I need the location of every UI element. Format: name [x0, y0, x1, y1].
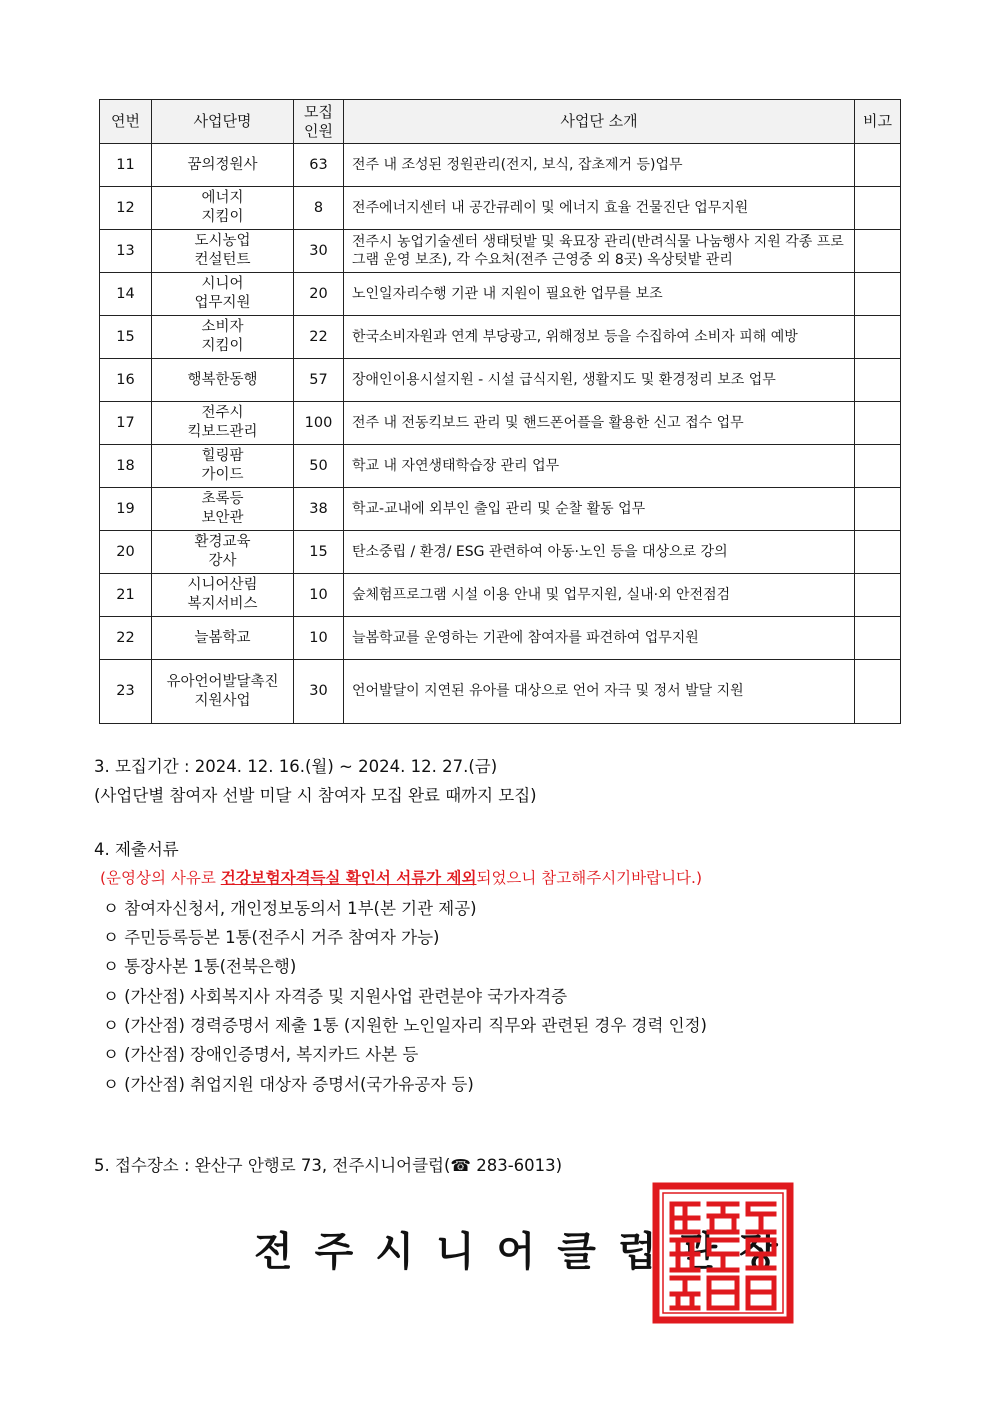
row-intro: 노인일자리수행 기관 내 지원이 필요한 업무를 보조 [344, 273, 855, 316]
row-count: 20 [294, 273, 344, 316]
row-no: 20 [100, 531, 152, 574]
row-note [855, 445, 901, 488]
row-name: 힐링팜 가이드 [152, 445, 294, 488]
table-row [100, 144, 901, 187]
period-line: 3. 모집기간 : 2024. 12. 16.(월) ~ 2024. 12. 27.(금) [94, 757, 498, 776]
row-intro: 언어발달이 지연된 유아를 대상으로 언어 자극 및 정서 발달 지원 [344, 660, 855, 724]
row-no: 15 [100, 316, 152, 359]
row-note [855, 273, 901, 316]
row-no: 13 [100, 230, 152, 273]
document-item: ㅇ (가산점) 장애인증명서, 복지카드 사본 등 [103, 1045, 419, 1064]
row-name: 도시농업 컨설턴트 [152, 230, 294, 273]
place-line: 5. 접수장소 : 완산구 안행로 73, 전주시니어클럽(☎ 283-6013) [94, 1156, 563, 1175]
row-count: 22 [294, 316, 344, 359]
document-item: ㅇ (가산점) 경력증명서 제출 1통 (지원한 노인일자리 직무와 관련된 경우 경력 인정) [103, 1016, 707, 1035]
row-no: 17 [100, 402, 152, 445]
row-name: 초록등 보안관 [152, 488, 294, 531]
document-item: ㅇ 주민등록등본 1통(전주시 거주 참여자 가능) [103, 928, 440, 947]
row-note [855, 402, 901, 445]
row-count: 38 [294, 488, 344, 531]
row-intro: 전주 내 전동킥보드 관리 및 핸드폰어플을 활용한 신고 접수 업무 [344, 402, 855, 445]
document-item: ㅇ (가산점) 취업지원 대상자 증명서(국가유공자 등) [103, 1075, 474, 1094]
row-intro: 장애인이용시설지원 - 시설 급식지원, 생활지도 및 환경정리 보조 업무 [344, 359, 855, 402]
row-name: 전주시 킥보드관리 [152, 402, 294, 445]
row-name: 시니어산림 복지서비스 [152, 574, 294, 617]
row-note [855, 144, 901, 187]
table-row [100, 273, 901, 316]
row-no: 21 [100, 574, 152, 617]
signature-title: 전주시니어클럽관장 [254, 1229, 800, 1275]
header-intro: 사업단 소개 [344, 100, 855, 144]
row-name: 늘봄학교 [152, 617, 294, 660]
row-count: 10 [294, 574, 344, 617]
table-row [100, 402, 901, 445]
row-intro: 전주시 농업기술센터 생태텃밭 및 육묘장 관리(반려식물 나눔행사 지원 각종 프로그램 운영 보조), 각 수요처(전주 근영중 외 8곳) 옥상텃밭 관리 [344, 230, 855, 273]
table-row [100, 187, 901, 230]
row-count: 50 [294, 445, 344, 488]
documents-heading: 4. 제출서류 [94, 840, 179, 859]
row-note [855, 531, 901, 574]
row-note [855, 230, 901, 273]
row-note [855, 574, 901, 617]
period-note: (사업단별 참여자 선발 미달 시 참여자 모집 완료 때까지 모집) [94, 786, 537, 805]
notice-pre: (운영상의 사유로 [100, 869, 221, 887]
row-name: 소비자 지킴이 [152, 316, 294, 359]
row-name: 유아언어발달촉진 지원사업 [152, 660, 294, 724]
row-count: 10 [294, 617, 344, 660]
table-row [100, 574, 901, 617]
table-row [100, 359, 901, 402]
row-intro: 전주 내 조성된 정원관리(전지, 보식, 잡초제거 등)업무 [344, 144, 855, 187]
row-intro: 탄소중립 / 환경/ ESG 관련하여 아동·노인 등을 대상으로 강의 [344, 531, 855, 574]
row-count: 30 [294, 230, 344, 273]
row-note [855, 488, 901, 531]
row-no: 11 [100, 144, 152, 187]
table-row [100, 488, 901, 531]
row-no: 22 [100, 617, 152, 660]
row-name: 시니어 업무지원 [152, 273, 294, 316]
header-no: 연번 [100, 100, 152, 144]
row-no: 19 [100, 488, 152, 531]
notice-post: 되었으니 참고해주시기바랍니다.) [476, 869, 703, 887]
row-count: 100 [294, 402, 344, 445]
row-name: 환경교육 강사 [152, 531, 294, 574]
row-count: 8 [294, 187, 344, 230]
row-intro: 전주에너지센터 내 공간큐레이 및 에너지 효율 건물진단 업무지원 [344, 187, 855, 230]
table-row [100, 445, 901, 488]
row-no: 18 [100, 445, 152, 488]
row-note [855, 660, 901, 724]
row-name: 에너지 지킴이 [152, 187, 294, 230]
recruitment-table [99, 99, 901, 724]
row-name: 행복한동행 [152, 359, 294, 402]
header-note: 비고 [855, 100, 901, 144]
row-name: 꿈의정원사 [152, 144, 294, 187]
notice-bold: 건강보험자격득실 확인서 서류가 제외 [220, 869, 477, 887]
table-row [100, 316, 901, 359]
document-item: ㅇ (가산점) 사회복지사 자격증 및 지원사업 관련분야 국가자격증 [103, 987, 568, 1006]
table-row [100, 660, 901, 724]
table-row [100, 617, 901, 660]
row-note [855, 187, 901, 230]
header-name: 사업단명 [152, 100, 294, 144]
row-note [855, 359, 901, 402]
row-count: 30 [294, 660, 344, 724]
table-row [100, 531, 901, 574]
official-seal [652, 1182, 794, 1324]
row-intro: 한국소비자원과 연계 부당광고, 위해정보 등을 수집하여 소비자 피해 예방 [344, 316, 855, 359]
table-header-row [100, 100, 901, 144]
row-no: 16 [100, 359, 152, 402]
row-intro: 늘봄학교를 운영하는 기관에 참여자를 파견하여 업무지원 [344, 617, 855, 660]
document-item: ㅇ 통장사본 1통(전북은행) [103, 957, 297, 976]
row-no: 23 [100, 660, 152, 724]
table-row [100, 230, 901, 273]
row-no: 12 [100, 187, 152, 230]
row-count: 57 [294, 359, 344, 402]
row-note [855, 617, 901, 660]
row-intro: 학교-교내에 외부인 출입 관리 및 순찰 활동 업무 [344, 488, 855, 531]
documents-notice [100, 866, 702, 888]
document-item: ㅇ 참여자신청서, 개인정보동의서 1부(본 기관 제공) [103, 899, 477, 918]
row-no: 14 [100, 273, 152, 316]
row-note [855, 316, 901, 359]
row-intro: 학교 내 자연생태학습장 관리 업무 [344, 445, 855, 488]
row-count: 63 [294, 144, 344, 187]
row-intro: 숲체험프로그램 시설 이용 안내 및 업무지원, 실내·외 안전점검 [344, 574, 855, 617]
row-count: 15 [294, 531, 344, 574]
header-count: 모집 인원 [294, 100, 344, 144]
